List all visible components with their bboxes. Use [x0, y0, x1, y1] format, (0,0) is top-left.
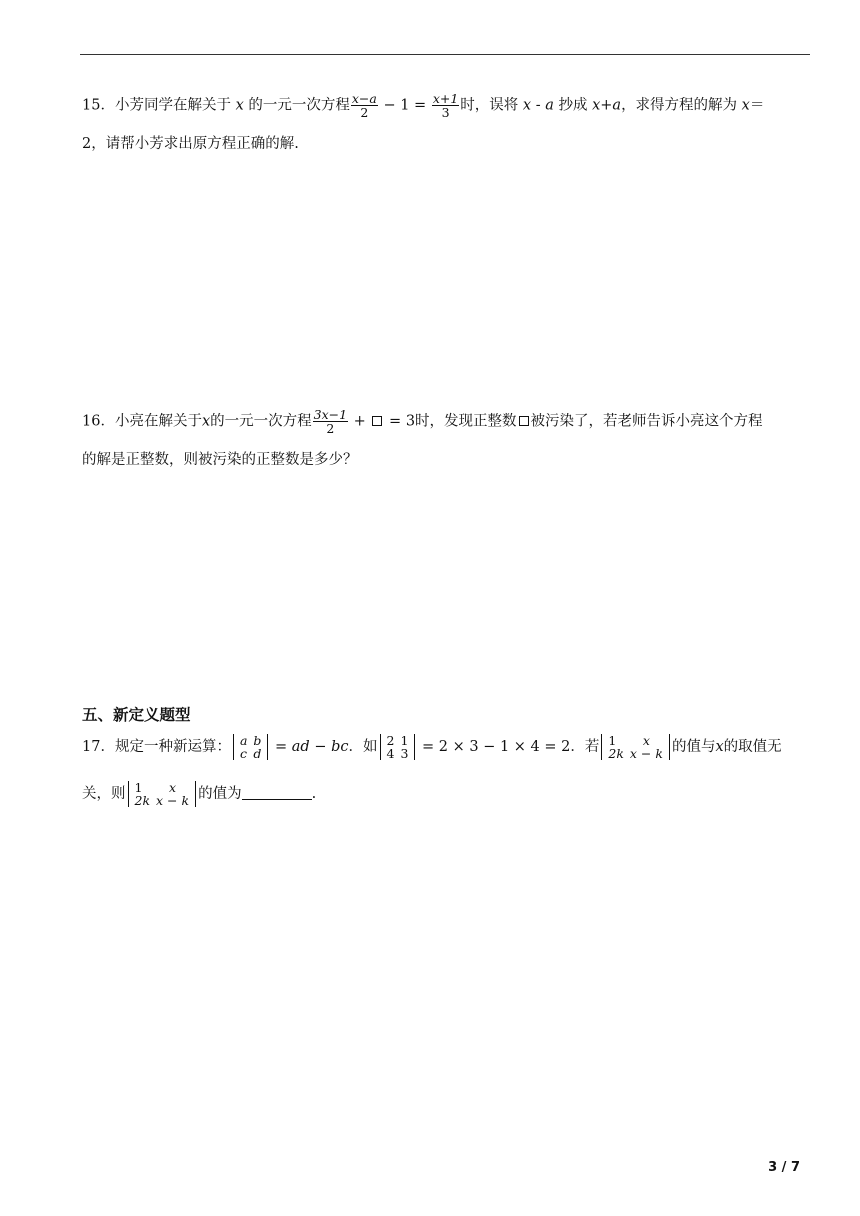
- det-entry: x: [169, 780, 177, 795]
- det-entry: 3: [400, 746, 409, 761]
- fraction-numerator: 3x−1: [313, 407, 348, 422]
- det-entry: 2k: [134, 793, 151, 808]
- math-variable: x: [235, 97, 244, 114]
- question-17-line-1: [82, 734, 782, 760]
- text: 小芳同学在解关于: [114, 97, 236, 114]
- question-16-line-1: [82, 408, 763, 435]
- text: 小亮在解关于: [114, 413, 202, 430]
- math-text: = 2 × 3 − 1 × 4 = 2: [417, 739, 571, 755]
- det-entry: x − k: [629, 746, 663, 761]
- fraction: [432, 92, 459, 119]
- det-entry: x: [642, 733, 650, 748]
- determinant: [601, 734, 670, 760]
- text: ．若: [570, 739, 600, 755]
- det-entry: d: [253, 746, 262, 761]
- text: .: [311, 786, 317, 802]
- math-text: = 3: [384, 413, 416, 430]
- det-entry: a: [239, 733, 248, 748]
- text: ，求得方程的解为: [621, 97, 742, 114]
- text: 的取值无: [723, 739, 782, 755]
- section-heading: 五、新定义题型: [82, 706, 191, 724]
- math-variable: x: [741, 97, 750, 114]
- text: ＝: [749, 97, 765, 114]
- fraction-denominator: 2: [360, 105, 369, 120]
- fraction-numerator: x−a: [351, 91, 377, 106]
- fraction-denominator: 2: [326, 421, 335, 436]
- det-entry: 1: [608, 733, 617, 748]
- fraction-numerator: x+1: [432, 91, 459, 106]
- question-16-line-2: 的解是正整数，则被污染的正整数是多少？: [82, 452, 358, 468]
- math-variable: x: [715, 739, 724, 755]
- det-entry: 4: [386, 746, 395, 761]
- question-number: 16．: [82, 413, 115, 430]
- text: 的值与: [671, 739, 716, 755]
- question-15-line-1: [82, 92, 764, 119]
- determinant: [380, 734, 416, 760]
- header-rule: [80, 54, 810, 55]
- smudged-box-icon: [372, 416, 382, 426]
- math-text: = ad − bc: [270, 739, 349, 755]
- det-entry: c: [239, 746, 247, 761]
- question-number: 17．: [82, 739, 115, 755]
- fraction-denominator: 3: [441, 105, 450, 120]
- det-entry: 1: [134, 780, 143, 795]
- text: 被污染了，若老师告诉小亮这个方程: [530, 413, 763, 430]
- det-entry: 2: [386, 733, 395, 748]
- math-expression: x+a: [592, 97, 622, 114]
- text: 抄成: [553, 97, 593, 114]
- fraction: [313, 408, 348, 435]
- text: 的一元一次方程: [243, 97, 350, 114]
- text: 关，则: [82, 786, 126, 802]
- answer-blank[interactable]: [242, 785, 312, 800]
- math-text: − 1 =: [378, 97, 431, 114]
- math-variable: x: [201, 413, 211, 430]
- det-entry: b: [253, 733, 262, 748]
- question-number: 15．: [82, 97, 115, 114]
- math-expression: x - a: [522, 97, 554, 114]
- smudged-box-icon: [519, 416, 529, 426]
- determinant: [128, 781, 197, 807]
- text: 时，发现正整数: [415, 413, 517, 430]
- det-entry: x − k: [156, 793, 190, 808]
- text: 的值为: [198, 786, 242, 802]
- det-entry: 1: [400, 733, 409, 748]
- text: 规定一种新运算：: [114, 739, 231, 755]
- text: 的一元一次方程: [210, 413, 312, 430]
- question-15-line-2: 2，请帮小芳求出原方程正确的解.: [82, 136, 299, 152]
- question-17-line-2: [82, 781, 316, 807]
- text: ．如: [348, 739, 378, 755]
- determinant: [233, 734, 268, 760]
- math-text: +: [349, 413, 371, 430]
- det-entry: 2k: [608, 746, 624, 761]
- text: 时，误将: [460, 97, 523, 114]
- fraction: [351, 92, 378, 119]
- page-number: 3 / 7: [768, 1160, 800, 1175]
